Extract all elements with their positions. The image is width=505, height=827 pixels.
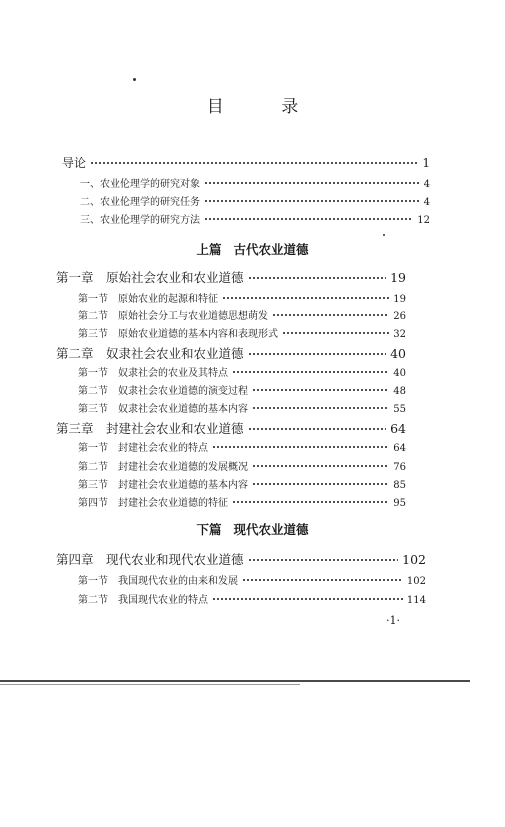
toc-entry-page: 19 bbox=[393, 294, 406, 305]
page-number: ·1· bbox=[386, 614, 400, 627]
toc-entry-page: 32 bbox=[393, 329, 406, 340]
toc-entry-page: 95 bbox=[393, 498, 406, 509]
scan-speck bbox=[133, 78, 136, 81]
toc-entry-page: 55 bbox=[393, 404, 406, 415]
toc-entry-chapter bbox=[56, 268, 406, 286]
toc-entry-chapter bbox=[56, 419, 406, 437]
toc-entry-label: 第一节 奴隶社会的农业及其特点 bbox=[78, 368, 228, 379]
page-title: 目 录 bbox=[206, 97, 325, 117]
toc-entry-label: 第一节 原始农业的起源和特征 bbox=[78, 294, 218, 305]
dot-leader bbox=[282, 332, 389, 334]
part-title: 古代农业道德 bbox=[233, 242, 309, 257]
toc-entry-intro bbox=[62, 154, 430, 171]
dot-leader bbox=[204, 182, 420, 184]
toc-entry-label: 三、农业伦理学的研究方法 bbox=[80, 215, 200, 226]
toc-entry-label: 第二节 我国现代农业的特点 bbox=[78, 595, 208, 606]
dot-leader bbox=[232, 371, 389, 373]
toc-entry-label: 一、农业伦理学的研究对象 bbox=[80, 179, 200, 190]
toc-entry-label: 第二节 奴隶社会农业道德的演变过程 bbox=[78, 386, 248, 397]
toc-entry-page: 12 bbox=[417, 215, 430, 226]
toc-entry-section bbox=[78, 494, 406, 509]
toc-entry-section bbox=[78, 591, 426, 606]
part-label: 下篇 bbox=[196, 522, 222, 537]
part-title: 现代农业道德 bbox=[233, 522, 309, 537]
toc-entry-intro-item bbox=[80, 175, 430, 190]
toc-entry-label: 第二章 奴隶社会农业和农业道德 bbox=[56, 346, 244, 361]
toc-entry-label: 二、农业伦理学的研究任务 bbox=[80, 197, 200, 208]
dot-leader bbox=[204, 218, 413, 220]
toc-entry-page: 1 bbox=[422, 156, 430, 170]
toc-entry-page: 64 bbox=[393, 443, 406, 454]
toc-entry-section bbox=[78, 325, 406, 340]
toc-entry-page: 102 bbox=[402, 552, 426, 567]
toc-entry-chapter bbox=[56, 344, 406, 362]
toc-entry-page: 76 bbox=[393, 462, 406, 473]
toc-entry-label: 第二节 封建社会农业道德的发展概况 bbox=[78, 462, 248, 473]
toc-entry-section bbox=[78, 400, 406, 415]
part-heading bbox=[0, 240, 505, 258]
dot-leader bbox=[252, 389, 389, 391]
toc-entry-label: 第一章 原始社会农业和农业道德 bbox=[56, 270, 244, 285]
toc-entry-label: 第四节 封建社会农业道德的特征 bbox=[78, 498, 228, 509]
toc-entry-section bbox=[78, 572, 426, 587]
dot-leader bbox=[252, 483, 389, 485]
toc-entry-section bbox=[78, 458, 406, 473]
toc-entry-intro-item bbox=[80, 211, 430, 226]
toc-entry-page: 40 bbox=[393, 368, 406, 379]
dot-leader bbox=[212, 446, 389, 448]
part-heading bbox=[0, 520, 505, 538]
toc-entry-label: 第一节 我国现代农业的由来和发展 bbox=[78, 576, 238, 587]
dot-leader bbox=[212, 598, 403, 600]
scan-speck bbox=[383, 234, 385, 236]
toc-entry-section bbox=[78, 290, 406, 305]
toc-entry-label: 第三节 原始农业道德的基本内容和表现形式 bbox=[78, 329, 278, 340]
toc-entry-page: 48 bbox=[393, 386, 406, 397]
toc-entry-page: 26 bbox=[393, 311, 406, 322]
toc-entry-section bbox=[78, 307, 406, 322]
dot-leader bbox=[90, 162, 418, 164]
toc-entry-page: 102 bbox=[406, 576, 426, 587]
toc-entry-label: 导论 bbox=[62, 156, 87, 170]
toc-entry-page: 85 bbox=[393, 480, 406, 491]
toc-entry-label: 第三节 封建社会农业道德的基本内容 bbox=[78, 480, 248, 491]
toc-entry-intro-item bbox=[80, 193, 430, 208]
dot-leader bbox=[252, 407, 389, 409]
toc-entry-section bbox=[78, 382, 406, 397]
dot-leader bbox=[242, 579, 403, 581]
toc-entry-page: 4 bbox=[423, 197, 430, 208]
dot-leader bbox=[248, 428, 387, 430]
dot-leader bbox=[248, 559, 399, 561]
toc-entry-section bbox=[78, 364, 406, 379]
toc-entry-page: 4 bbox=[423, 179, 430, 190]
dot-leader bbox=[204, 200, 420, 202]
dot-leader bbox=[248, 353, 387, 355]
dot-leader bbox=[232, 501, 389, 503]
dot-leader bbox=[248, 277, 387, 279]
dot-leader bbox=[252, 465, 389, 467]
toc-entry-page: 40 bbox=[390, 346, 406, 361]
toc-entry-section bbox=[78, 439, 406, 454]
toc-entry-page: 114 bbox=[406, 595, 426, 606]
toc-entry-chapter bbox=[56, 550, 426, 568]
toc-entry-label: 第二节 原始社会分工与农业道德思想萌发 bbox=[78, 311, 268, 322]
part-label: 上篇 bbox=[196, 242, 222, 257]
toc-entry-label: 第三节 奴隶社会农业道德的基本内容 bbox=[78, 404, 248, 415]
toc-entry-label: 第三章 封建社会农业和农业道德 bbox=[56, 421, 244, 436]
toc-entry-page: 64 bbox=[390, 421, 406, 436]
toc-entry-label: 第一节 封建社会农业的特点 bbox=[78, 443, 208, 454]
dot-leader bbox=[272, 314, 389, 316]
toc-entry-page: 19 bbox=[390, 270, 406, 285]
toc-entry-label: 第四章 现代农业和现代农业道德 bbox=[56, 552, 244, 567]
scan-edge-line bbox=[0, 684, 300, 685]
dot-leader bbox=[222, 297, 389, 299]
scan-edge-line bbox=[0, 680, 470, 682]
toc-entry-section bbox=[78, 476, 406, 491]
